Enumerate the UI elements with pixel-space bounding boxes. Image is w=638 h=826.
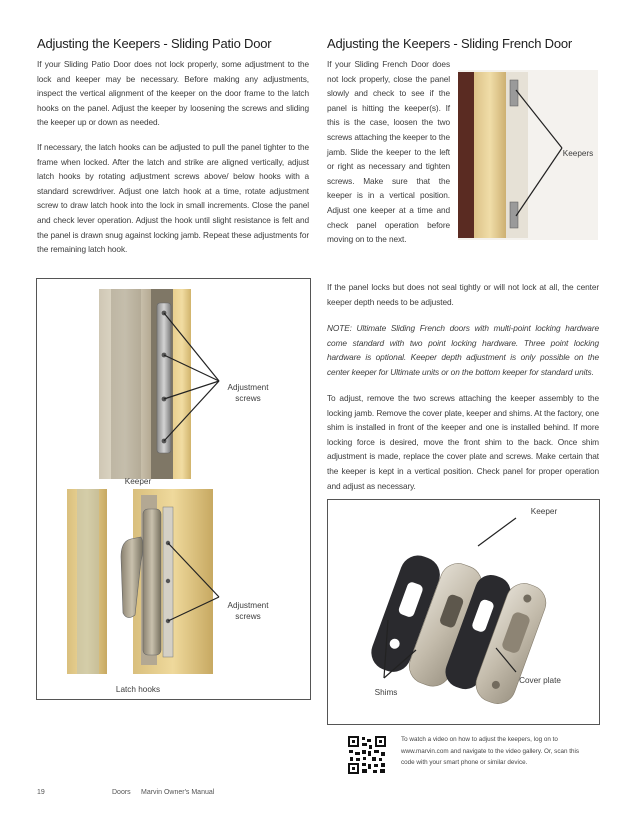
shims-label: Shims <box>374 688 398 697</box>
qr-code-icon[interactable] <box>347 735 387 775</box>
patio-door-figure <box>36 278 311 700</box>
cover-plate-label: Cover plate <box>519 676 561 685</box>
right-intro-paragraph: If your Sliding French Door does not lock properly, close the panel slowly and check to see if the panel is hitting the keeper(s). If this is the case, loosen the two screws attaching the keeper to the jamb. Slide the keeper to the left or right as necessary and tighten screws. Make sure that the keeper is in a vertical position. Adjust one keeper at a time and check panel operation before moving on to the next. <box>327 59 450 245</box>
left-heading: Adjusting the Keepers - Sliding Patio Door <box>37 36 272 51</box>
bottom-adjustment-screws-label: Adjustment screws <box>227 601 269 621</box>
right-paragraph-2: If the panel locks but does not seal tightly or will not lock at all, the center keeper depth needs to be adjusted. <box>327 282 599 307</box>
keeper-assembly-figure <box>327 499 600 725</box>
qr-caption: To watch a video on how to adjust the keepers, log on to www.marvin.com and navigate to the video gallery. Or, scan this code with your smart phone or similar device. <box>401 736 580 766</box>
latch-photo <box>37 489 310 699</box>
keepers-label: Keepers <box>562 149 594 158</box>
right-paragraph-3: To adjust, remove the two screws attaching the keeper assembly to the locking jamb. Remove the cover plate, keeper and shims. At the factory, one shim is installed in front of the keeper and one is installed behind. If more locking force is desired, move the front shim to the back. Once shim adjustment is made, replace the cover plate and screws. Make certain that the keeper is kept in a vertical position. Check panel for proper operation and adjust as necessary. <box>327 393 599 491</box>
page-number: 19 <box>37 789 45 796</box>
top-adjustment-screws-label: Adjustment screws <box>227 383 269 403</box>
footer-manual-title: Marvin Owner's Manual <box>141 789 215 796</box>
latch-hooks-label: Latch hooks <box>115 685 161 694</box>
right-heading: Adjusting the Keepers - Sliding French Door <box>327 36 573 51</box>
keeper-label: Keeper <box>124 477 152 486</box>
french-door-figure <box>458 70 598 240</box>
assembly-keeper-label: Keeper <box>530 507 558 516</box>
right-note: NOTE: Ultimate Sliding French doors with multi-point locking hardware come standard with two point locking hardware. Three point locking hardware is optional. Keeper depth adjustment is only possible on the center keeper for Ultimate units or on the bottom keeper for standard units. <box>327 323 599 377</box>
left-paragraph-2: If necessary, the latch hooks can be adjusted to pull the panel tighter to the frame when locked. After the latch and strike are aligned vertically, adjust latch hooks by rotating adjustment screws above/ below hooks with a standard screwdriver. Adjust one latch hook at a time, rotate adjustment screw to draw latch hook into the lock in small increments. Close the panel and check lever operation. Adjust the hook until slight resistance is felt and the panel is drawn snug against locking jamb. Repeat these adjustments for the remaining latch hook. <box>37 142 309 255</box>
footer-section: Doors <box>112 789 131 796</box>
left-paragraph-1: If your Sliding Patio Door does not lock properly, some adjustment to the lock and keeper may be necessary. Before making any adjustments, inspect the vertical alignment of the keeper on the door frame to the latch hooks on the panel. Adjust the keeper by loosening the screws and sliding the keeper up or down as needed. <box>37 59 309 128</box>
